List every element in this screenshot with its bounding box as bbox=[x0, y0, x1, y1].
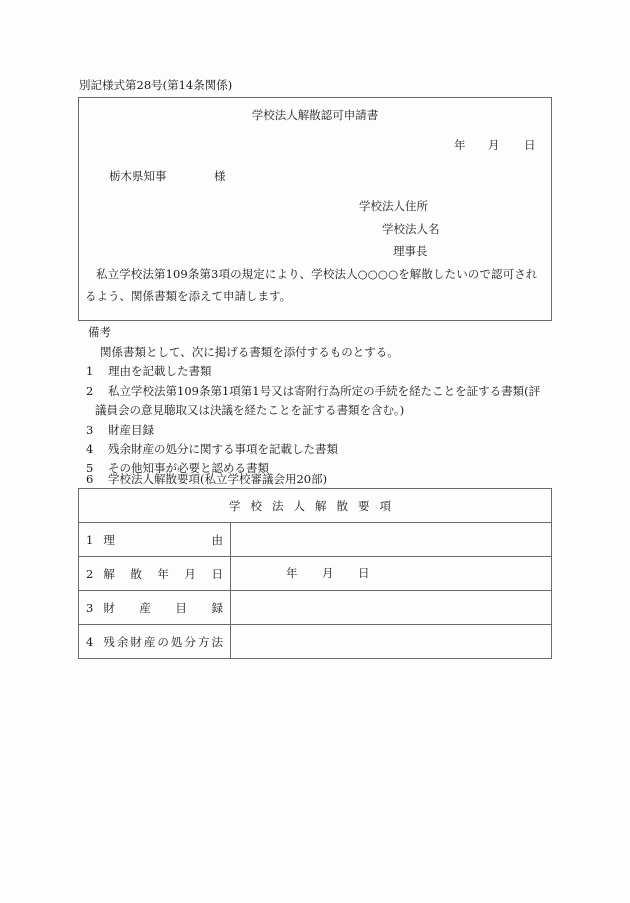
notes-heading: 備考 bbox=[88, 325, 111, 339]
note-item-num: 1 bbox=[86, 364, 94, 378]
application-body-line1: 私立学校法第109条第3項の規定により、学校法人○○○○を解散したいので認可され bbox=[96, 267, 538, 281]
row-label-char: 散 bbox=[130, 566, 142, 581]
note-item-num: 3 bbox=[86, 423, 94, 437]
row-label-char: 余 bbox=[116, 634, 129, 649]
row-label-char: 財 bbox=[103, 600, 115, 615]
form-title: 学校法人解散認可申請書 bbox=[251, 108, 379, 122]
row-label-char: 理 bbox=[103, 532, 115, 547]
table-row bbox=[79, 591, 552, 625]
summary-table bbox=[78, 488, 552, 659]
row-label-char: 処 bbox=[170, 634, 183, 649]
row-label-char: 月 bbox=[184, 566, 196, 581]
row-label-char: 産 bbox=[143, 634, 156, 649]
table-row bbox=[79, 625, 552, 659]
row-num: 1 bbox=[86, 532, 94, 547]
property-inventory-cell[interactable] bbox=[231, 591, 552, 625]
date-year-label: 年 bbox=[454, 138, 466, 152]
note-item-continuation: 議員会の意見聴取又は決議を経たことを証する書類を含む。) bbox=[95, 403, 405, 417]
row-label bbox=[79, 557, 231, 591]
reason-value-cell[interactable] bbox=[231, 523, 552, 557]
dissolution-day-label: 日 bbox=[358, 566, 370, 580]
row-label-char: 解 bbox=[103, 566, 115, 581]
date-month-label: 月 bbox=[488, 138, 500, 152]
note-item-num: 2 bbox=[86, 384, 94, 398]
row-label-char: 由 bbox=[211, 532, 223, 547]
row-label-char: 日 bbox=[211, 566, 223, 581]
application-body-line2: るよう、関係書類を添えて申請します。 bbox=[85, 289, 292, 303]
note-item-num: 4 bbox=[86, 442, 94, 456]
addressee: 栃木県知事 bbox=[109, 169, 167, 183]
row-label-char: 年 bbox=[157, 566, 169, 581]
note-item-num: 5 bbox=[86, 461, 94, 475]
note-item-num: 6 bbox=[86, 472, 94, 486]
table-row bbox=[79, 523, 552, 557]
dissolution-year-label: 年 bbox=[286, 566, 298, 580]
applicant-address-label: 学校法人住所 bbox=[359, 199, 428, 213]
dissolution-month-label: 月 bbox=[322, 566, 334, 580]
row-num: 3 bbox=[86, 600, 94, 615]
row-label-char: 分 bbox=[184, 634, 196, 649]
row-label-char: 目 bbox=[175, 600, 187, 615]
table-row bbox=[79, 557, 552, 591]
note-item-text: 残余財産の処分に関する事項を記載した書類 bbox=[108, 442, 338, 456]
application-form-box bbox=[78, 97, 552, 321]
row-label-char: 財 bbox=[130, 634, 142, 649]
row-label bbox=[79, 625, 231, 659]
row-label bbox=[79, 591, 231, 625]
notes-intro: 関係書類として、次に掲げる書類を添付するものとする。 bbox=[100, 345, 399, 359]
date-day-label: 日 bbox=[524, 138, 536, 152]
note-item-text: 理由を記載した書類 bbox=[108, 364, 212, 378]
row-num: 2 bbox=[86, 566, 94, 581]
chairman-label: 理事長 bbox=[393, 244, 428, 258]
summary-table-title: 学校法人解散要項 bbox=[79, 489, 552, 523]
row-label-char: 録 bbox=[211, 600, 223, 615]
row-label-char: 法 bbox=[211, 634, 223, 649]
note-item-text: 私立学校法第109条第1項第1号又は寄附行為所定の手続を経たことを証する書類(評 bbox=[108, 384, 541, 398]
note-item-text: 学校法人解散要項(私立学校審議会用20部) bbox=[108, 472, 328, 486]
form-id: 別記様式第28号(第14条関係) bbox=[79, 78, 233, 92]
row-label-char: の bbox=[157, 634, 169, 649]
row-label bbox=[79, 523, 231, 557]
row-num: 4 bbox=[86, 634, 94, 649]
residual-property-disposal-cell[interactable] bbox=[231, 625, 552, 659]
row-label-char: 方 bbox=[197, 634, 210, 649]
row-label-char: 産 bbox=[139, 600, 151, 615]
note-item-text: 財産目録 bbox=[108, 423, 154, 437]
row-label-char: 残 bbox=[103, 634, 115, 649]
dissolution-date-cell[interactable] bbox=[231, 557, 552, 591]
note-item-text: その他知事が必要と認める書類 bbox=[108, 461, 269, 475]
honorific: 様 bbox=[214, 169, 226, 183]
applicant-name-label: 学校法人名 bbox=[382, 222, 440, 236]
